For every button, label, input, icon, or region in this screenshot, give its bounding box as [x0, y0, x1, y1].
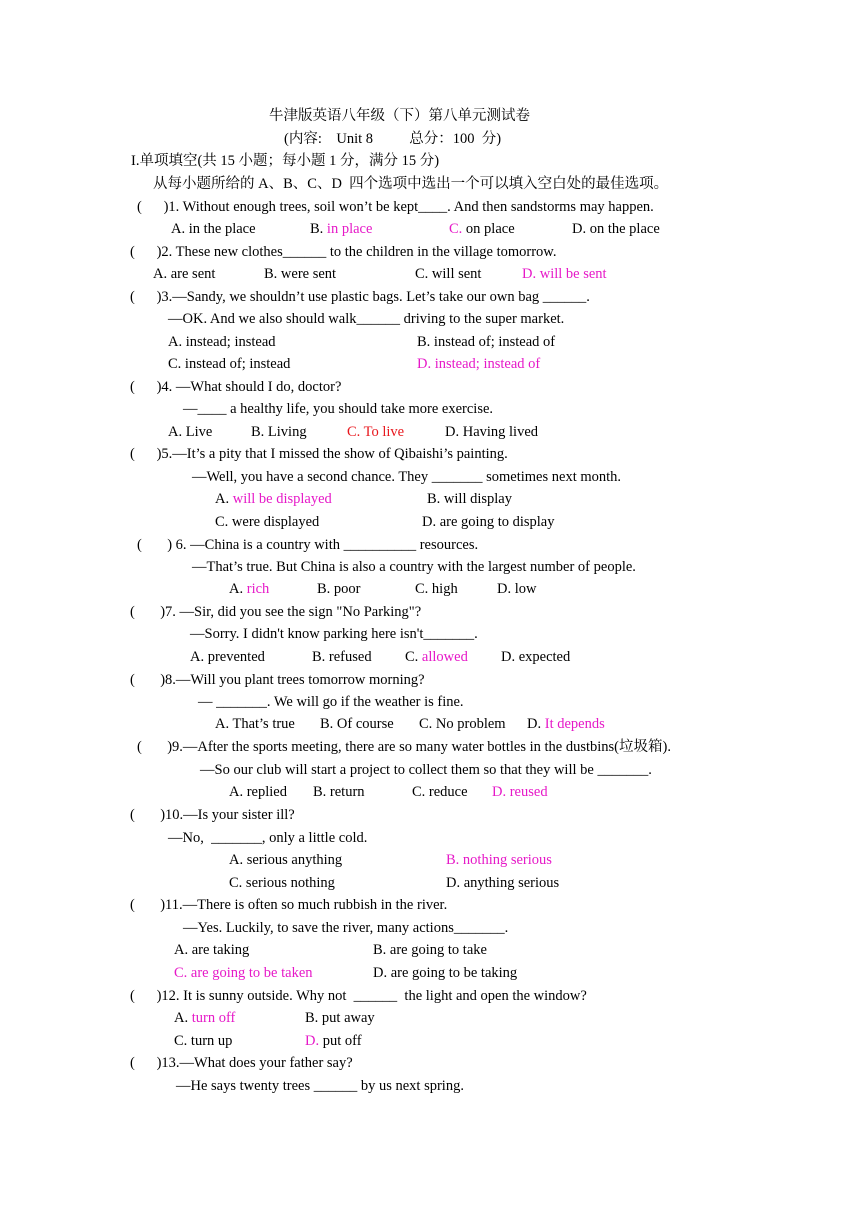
- question-10-stem: ( )10.—Is your sister ill?: [130, 807, 295, 823]
- q4-option-b: B. Living: [251, 424, 307, 440]
- q6-option-c: C. high: [415, 581, 458, 597]
- q5-option-a: A. will be displayed: [215, 491, 332, 507]
- question-9-line2: —So our club will start a project to collect them so that they will be _______.: [200, 762, 652, 778]
- q4-option-d: D. Having lived: [445, 424, 539, 440]
- question-9-stem: ( )9.—After the sports meeting, there are so many water bottles in the dustbins(垃圾箱).: [137, 739, 671, 755]
- q8-option-b: B. Of course: [320, 716, 394, 732]
- question-2-stem: ( )2. These new clothes______ to the children in the village tomorrow.: [130, 244, 557, 260]
- question-4-line2: —____ a healthy life, you should take more exercise.: [183, 401, 494, 417]
- q1-option-a: A. in the place: [171, 221, 256, 237]
- question-5-line2: —Well, you have a second chance. They _______ sometimes next month.: [192, 469, 622, 485]
- q10-option-b: B. nothing serious: [446, 852, 552, 868]
- q4-option-c: C. To live: [347, 424, 405, 440]
- q9-option-b: B. return: [313, 784, 365, 800]
- q2-option-c: C. will sent: [415, 266, 482, 282]
- q2-option-d: D. will be sent: [522, 266, 607, 282]
- q12-option-d: D. put off: [305, 1033, 362, 1049]
- question-1-stem: ( )1. Without enough trees, soil won’t be kept____. And then sandstorms may happen.: [137, 199, 654, 215]
- q3-option-d: D. instead; instead of: [417, 356, 541, 372]
- section-heading: I.单项填空(共 15 小题；每小题 1 分，满分 15 分): [131, 153, 440, 169]
- q7-option-d: D. expected: [501, 649, 571, 665]
- q7-option-b: B. refused: [312, 649, 372, 665]
- q5-option-c: C. were displayed: [215, 514, 320, 530]
- q12-option-c: C. turn up: [174, 1033, 233, 1049]
- question-8-line2: — _______. We will go if the weather is fine.: [198, 694, 464, 710]
- question-7-stem: ( )7. —Sir, did you see the sign "No Parking"?: [130, 604, 422, 620]
- q2-option-a: A. are sent: [153, 266, 216, 282]
- question-11-stem: ( )11.—There is often so much rubbish in the river.: [130, 897, 448, 913]
- q11-option-c: C. are going to be taken: [174, 965, 313, 981]
- q7-option-c: C. allowed: [405, 649, 468, 665]
- q12-option-b: B. put away: [305, 1010, 375, 1026]
- q6-option-a: A. rich: [229, 581, 270, 597]
- q11-option-a: A. are taking: [174, 942, 250, 958]
- q9-option-d: D. reused: [492, 784, 548, 800]
- question-13-stem: ( )13.—What does your father say?: [130, 1055, 353, 1071]
- question-3-line2: —OK. And we also should walk______ driving to the super market.: [168, 311, 565, 327]
- q8-option-c: C. No problem: [419, 716, 506, 732]
- q5-option-b: B. will display: [427, 491, 512, 507]
- page-title: 牛津版英语八年级（下）第八单元测试卷: [269, 108, 530, 124]
- question-5-stem: ( )5.—It’s a pity that I missed the show of Qibaishi’s painting.: [130, 446, 508, 462]
- page-subtitle: (内容: Unit 8 总分：100 分): [284, 131, 502, 147]
- q12-option-a: A. turn off: [174, 1010, 236, 1026]
- q3-option-c: C. instead of; instead: [168, 356, 291, 372]
- q11-option-b: B. are going to take: [373, 942, 487, 958]
- question-8-stem: ( )8.—Will you plant trees tomorrow morning?: [130, 672, 425, 688]
- q10-option-a: A. serious anything: [229, 852, 343, 868]
- q2-option-b: B. were sent: [264, 266, 337, 282]
- q3-option-a: A. instead; instead: [168, 334, 276, 350]
- question-11-line2: —Yes. Luckily, to save the river, many actions_______.: [183, 920, 509, 936]
- q6-option-d: D. low: [497, 581, 537, 597]
- q12-blank: ______: [353, 988, 398, 1004]
- q8-option-a: A. That’s true: [215, 716, 295, 732]
- question-12-stem: ( )12. It is sunny outside. Why not ______ the light and open the window?: [130, 988, 587, 1004]
- q1-option-c: C. on place: [449, 221, 515, 237]
- question-3-stem: ( )3.—Sandy, we shouldn’t use plastic bags. Let’s take our own bag ______.: [130, 289, 590, 305]
- q7-option-a: A. prevented: [190, 649, 265, 665]
- q8-option-d: D. It depends: [527, 716, 605, 732]
- q3-option-b: B. instead of; instead of: [417, 334, 556, 350]
- question-7-line2: —Sorry. I didn't know parking here isn't_______.: [190, 626, 478, 642]
- question-6-line2: —That’s true. But China is also a country with the largest number of people.: [192, 559, 636, 575]
- q10-option-c: C. serious nothing: [229, 875, 335, 891]
- question-4-stem: ( )4. —What should I do, doctor?: [130, 379, 342, 395]
- question-13-line2: —He says twenty trees ______ by us next spring.: [176, 1078, 464, 1094]
- q5-option-d: D. are going to display: [422, 514, 555, 530]
- section-instruction: 从每小题所给的 A、B、C、D 四个选项中选出一个可以填入空白处的最佳选项。: [153, 176, 669, 192]
- q10-option-d: D. anything serious: [446, 875, 560, 891]
- q6-option-b: B. poor: [317, 581, 361, 597]
- q11-option-d: D. are going to be taking: [373, 965, 518, 981]
- q9-option-a: A. replied: [229, 784, 287, 800]
- q1-option-b: B. in place: [310, 221, 373, 237]
- question-6-stem: ( ) 6. —China is a country with __________ resources.: [137, 537, 479, 553]
- q9-option-c: C. reduce: [412, 784, 468, 800]
- q4-option-a: A. Live: [168, 424, 213, 440]
- question-10-line2: —No, _______, only a little cold.: [168, 830, 368, 846]
- q1-option-d: D. on the place: [572, 221, 660, 237]
